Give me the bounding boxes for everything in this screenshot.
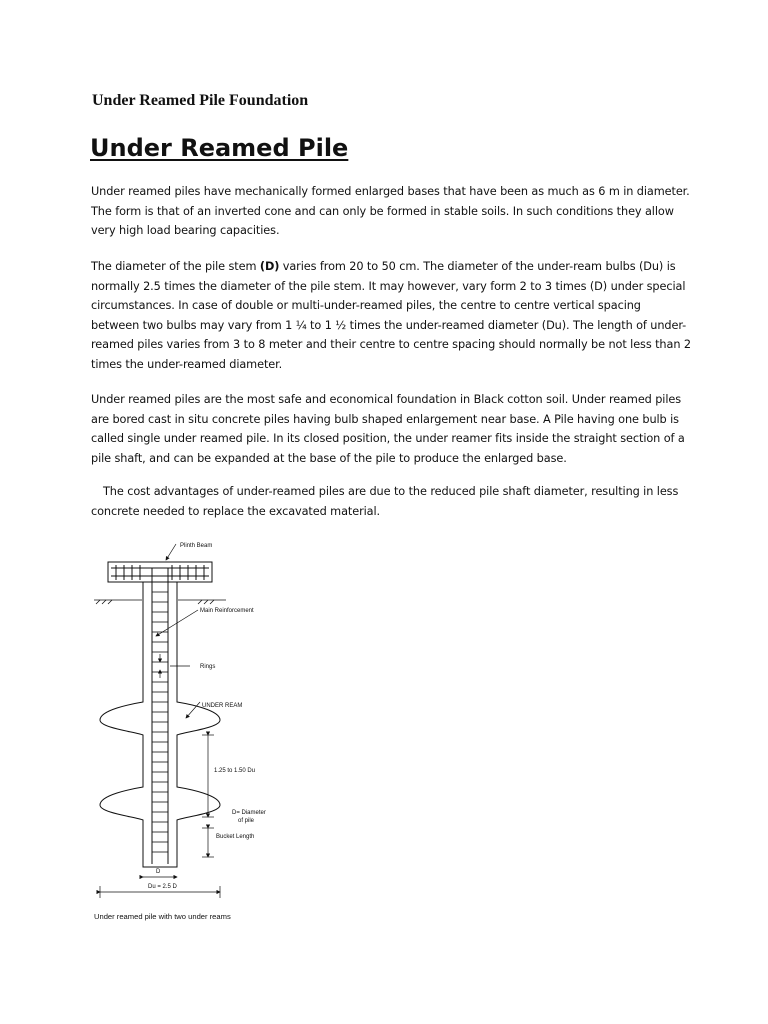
paragraph-dimensions-text-1: The diameter of the pile stem <box>91 260 260 273</box>
label-diameter-line1: D= Diameter <box>232 810 266 816</box>
label-under-ream: UNDER REAM <box>202 703 243 709</box>
paragraph-black-cotton-soil: Under reamed piles are the most safe and economical foundation in Black cotton soil. Under reamed piles are bored cast in situ concrete piles having bulb shaped enlargement near base. A Pile having one bulb is called single under reamed pile. In its closed position, the under reamer fits inside the straight section of a pile shaft, and can be expanded at the base of the pile to produce the enlarged base. <box>91 393 685 465</box>
paragraph-cost-advantages: The cost advantages of under-reamed piles are due to the reduced pile shaft diameter, resulting in less concrete needed to replace the excavated material. <box>91 485 679 518</box>
paragraph-dimensions <box>91 257 691 374</box>
label-spacing: 1.25 to 1.50 Du <box>214 768 256 774</box>
annotation-leaders <box>100 544 220 898</box>
label-main-reinforcement: Main Reinforcement <box>200 608 254 614</box>
under-reamed-pile-diagram <box>86 532 346 910</box>
label-d: D <box>156 869 161 875</box>
document-title: Under Reamed Pile Foundation <box>92 92 309 109</box>
paragraph-intro: Under reamed piles have mechanically formed enlarged bases that have been as much as 6 m in diameter. The form is that of an inverted cone and can only be formed in stable soils. In such conditions they allow very high load bearing capacities. <box>91 185 690 237</box>
label-plinth-beam: Plinth Beam <box>180 543 213 549</box>
paragraph-dimensions-bold-d: (D) <box>259 260 280 273</box>
paragraph-dimensions-text-2: varies from 20 to 50 cm. The diameter of the under-ream bulbs (Du) is normally 2.5 times the diameter of the pile stem. It may however, vary form 2 to 3 times (D) under special circumstances. In case of double or multi-under-reamed piles, the centre to centre vertical spacing between two bulbs may vary from 1 ¼ to 1 ½ times the under-reamed diameter (Du). The length of under-reamed piles varies from 3 to 8 meter and their centre to centre spacing should normally be not less than 2 times the under-reamed diameter. <box>91 260 691 371</box>
label-diameter-line2: of pile <box>238 818 255 824</box>
label-du: Du = 2.5 D <box>148 884 177 890</box>
plinth-beam <box>108 562 212 582</box>
label-rings: Rings <box>200 664 216 670</box>
label-bucket-length: Bucket Length <box>216 834 255 840</box>
section-heading: Under Reamed Pile <box>90 134 349 162</box>
figure-caption: Under reamed pile with two under reams <box>94 912 231 921</box>
